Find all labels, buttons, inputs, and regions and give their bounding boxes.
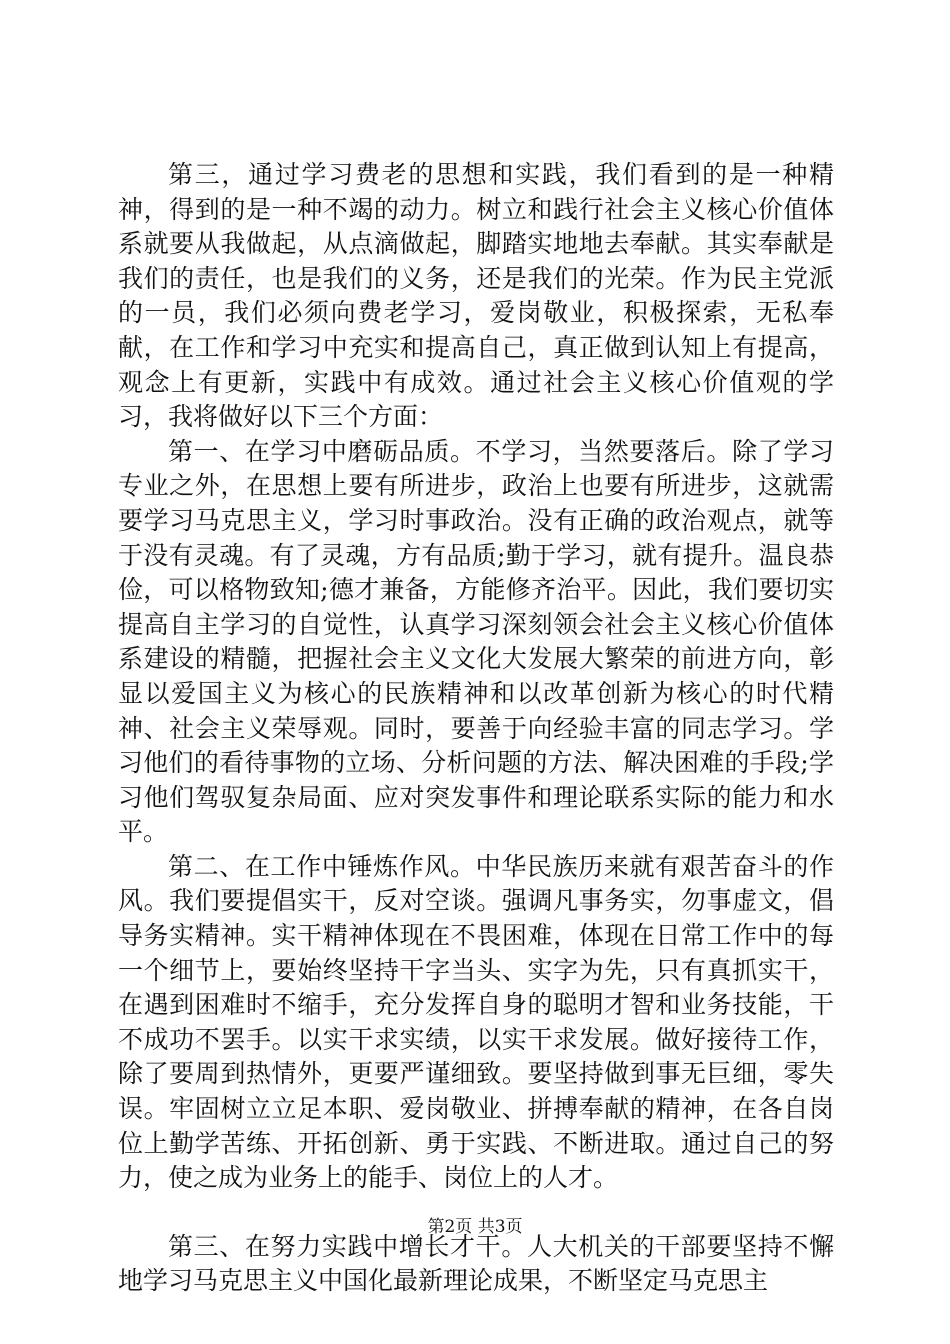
page-footer: 第2页 共3页 [427, 1217, 523, 1237]
paragraph-3: 第二、在工作中锤炼作风。中华民族历来就有艰苦奋斗的作风。我们要提倡实干，反对空谈。强调凡事务实，勿事虚文，倡导务实精神。实干精神体现在不畏困难，体现在日常工作中的每一个细节上，要始终坚持干字当头、实字为先，只有真抓实干，在遇到困难时不缩手，充分发挥自身的聪明才智和业务技能，干不成功不罢手。以实干求实绩，以实干求发展。做好接待工作，除了要周到热情外，更要严谨细致。要坚持做到事无巨细，零失误。牢固树立立足本职、爱岗敬业、拼搏奉献的精神，在各自岗位上勤学苦练、开拓创新、勇于实践、不断进取。通过自己的努力，使之成为业务上的能手、岗位上的人才。 [118, 851, 834, 1193]
paragraph-2: 第一、在学习中磨砺品质。不学习，当然要落后。除了学习专业之外，在思想上要有所进步，政治上也要有所进步，这就需要学习马克思主义，学习时事政治。没有正确的政治观点，就等于没有灵魂。有了灵魂，方有品质;勤于学习，就有提升。温良恭俭，可以格物致知;德才兼备，方能修齐治平。因此，我们要切实提高自主学习的自觉性，认真学习深刻领会社会主义核心价值体系建设的精髓，把握社会主义文化大发展大繁荣的前进方向，彰显以爱国主义为核心的民族精神和以改革创新为核心的时代精神、社会主义荣辱观。同时，要善于向经验丰富的同志学习。学习他们的看待事物的立场、分析问题的方法、解决困难的手段;学习他们驾驭复杂局面、应对突发事件和理论联系实际的能力和水平。 [118, 436, 834, 847]
document-body [118, 158, 834, 1299]
paragraph-4: 第三、在努力实践中增长才干。人大机关的干部要坚持不懈地学习马克思主义中国化最新理论成果，不断坚定马克思主 [118, 1231, 834, 1296]
paragraph-1: 第三，通过学习费老的思想和实践，我们看到的是一种精神，得到的是一种不竭的动力。树立和践行社会主义核心价值体系就要从我做起，从点滴做起，脚踏实地地去奉献。其实奉献是我们的责任，也是我们的义务，还是我们的光荣。作为民主党派的一员，我们必须向费老学习，爱岗敬业，积极探索，无私奉献，在工作和学习中充实和提高自己，真正做到认知上有提高，观念上有更新，实践中有成效。通过社会主义核心价值观的学习，我将做好以下三个方面： [118, 160, 834, 432]
